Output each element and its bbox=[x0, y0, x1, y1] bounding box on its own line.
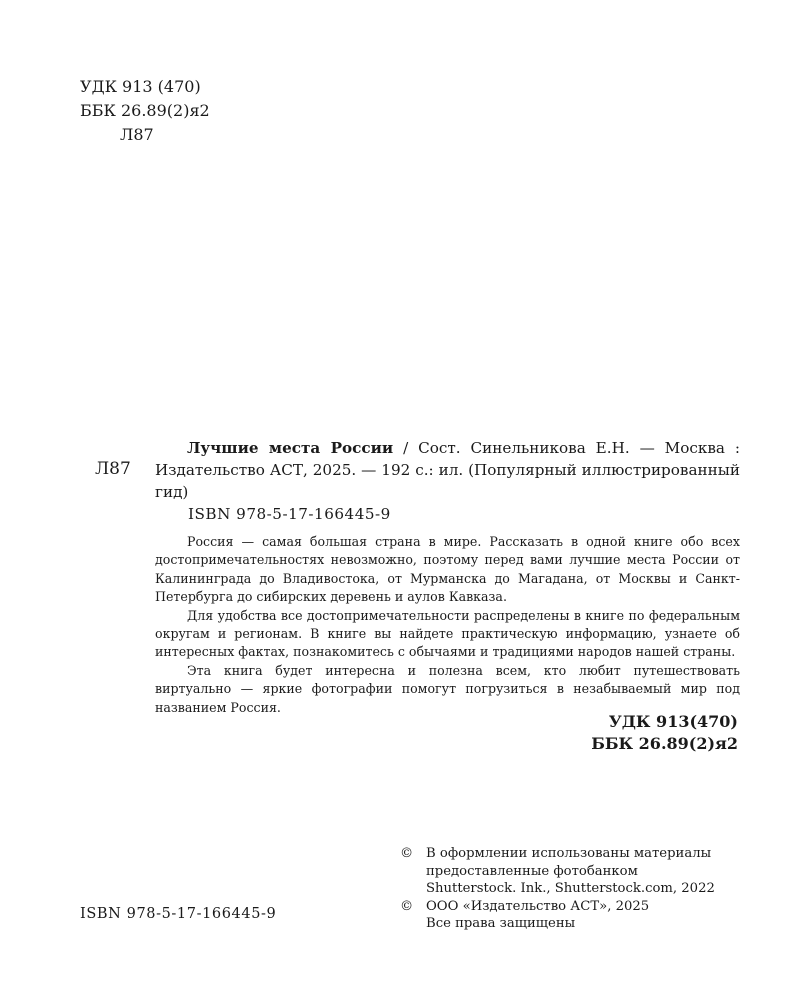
copyright-entry bbox=[400, 898, 715, 933]
book-title: Лучшие места России bbox=[187, 439, 394, 457]
isbn-bottom: ISBN 978-5-17-166445-9 bbox=[80, 906, 277, 922]
bibliographic-details: / Сост. Синельникова Е.Н. — Москва : Издательство АСТ, 2025. — 192 с.: ил. (Популярный иллюстрированный гид) bbox=[155, 439, 740, 501]
bbk-code-right: ББК 26.89(2)я2 bbox=[591, 734, 738, 753]
copyright-block bbox=[400, 845, 715, 933]
copyright-line: предоставленные фотобанком bbox=[426, 863, 638, 879]
annotation-paragraph: Эта книга будет интересна и полезна всем, кто любит путешествовать виртуально — яркие фотографии помогут погрузиться в незабываемый мир под названием Россия. bbox=[155, 662, 740, 715]
copyright-line: ООО «Издательство АСТ», 2025 bbox=[426, 898, 650, 914]
isbn-main: ISBN 978-5-17-166445-9 bbox=[188, 505, 391, 523]
author-sign-side: Л87 bbox=[95, 459, 131, 479]
annotation-paragraph: Россия — самая большая страна в мире. Рассказать в одной книге обо всех достопримечательностях невозможно, поэтому перед вами лучшие места России от Калининграда до Владивостока, от Мурманска до Магадана, от Москвы и Санкт-Петербурга до сибирских деревень и аулов Кавказа. bbox=[155, 534, 740, 605]
udk-code-right: УДК 913(470) bbox=[608, 712, 738, 731]
bbk-code-top: ББК 26.89(2)я2 bbox=[80, 101, 210, 120]
author-sign-top: Л87 bbox=[120, 125, 154, 144]
copyright-symbol: © bbox=[400, 898, 414, 914]
copyright-line: Все права защищены bbox=[426, 916, 576, 931]
annotation-paragraph: Для удобства все достопримечательности распределены в книге по федеральным округам и регионам. В книге вы найдете практическую информацию, узнаете об интересных фактах, познакомитесь с обычаями и традициями народов нашей страны. bbox=[155, 607, 740, 660]
annotation bbox=[155, 533, 740, 717]
udk-code-top: УДК 913 (470) bbox=[80, 77, 201, 96]
copyright-symbol: © bbox=[400, 846, 414, 861]
copyright-line: В оформлении использованы материалы bbox=[426, 846, 712, 861]
bibliographic-record bbox=[155, 437, 740, 503]
copyright-line: Shutterstock. Ink., Shutterstock.com, 2022 bbox=[426, 881, 715, 896]
copyright-entry bbox=[400, 845, 715, 898]
